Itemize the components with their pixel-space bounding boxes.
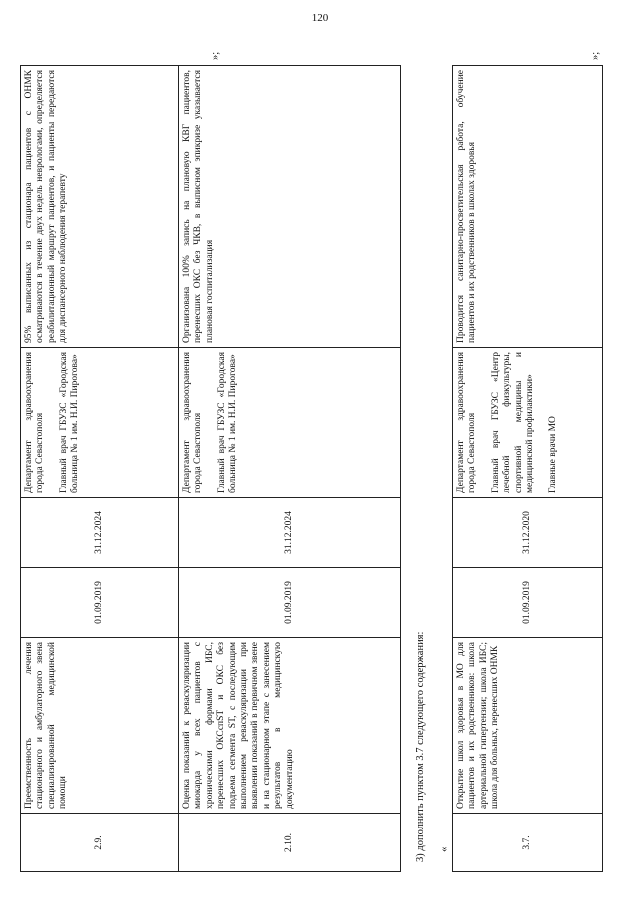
result-cell: 95% выписанных из стационара пациентов с ОНМК осматриваются в течение двух недель неврологами, определяется реабилитационный маршрут пациентов, и пациенты передаются для диспансерного наблюдения терапевту [21,66,179,348]
result-cell: Проводится санитарно-просветительская работа, обучение пациентов и их родственников в школах здоровья [453,66,603,348]
page-number: 120 [311,12,329,24]
responsible-line: Главный врач ГБУЗС «Центр лечебной физкультуры, спортивной медицины и медицинской профилактики» [490,352,535,493]
row-number: 2.9. [21,814,179,872]
event-cell: Оценка показаний к реваскуляризации миокарда у всех пациентов с хроническими формами ИБС, перенесших ОКСспST и ОКС без подъема сегмента ST, с последующим выполнением реваскуляризации при выявлении показаний в первичном звене и на стационарном этапе с занесением результатов в медицинскую документацию [179,638,401,814]
end-date: 31.12.2024 [179,498,401,568]
start-date: 01.09.2019 [453,568,603,638]
responsible-cell [179,348,401,498]
table-row [21,66,179,872]
event-cell: Преемственность лечения стационарного и амбулаторного звена специализированной медицинской помощи [21,638,179,814]
end-date: 31.12.2024 [21,498,179,568]
result-cell: Организована 100% запись на плановую КВГ пациентов, перенесших ОКС без ЧКВ, в выписном эпикризе указывается плановая госпитализация [179,66,401,348]
responsible-line: Департамент здравоохранения города Севастополя [24,352,46,493]
closing-quote: »; [590,51,601,60]
event-cell: Открытие школ здоровья в МО для пациентов и их родственников: школа артериальной гипертензии; школа ИБС; школа для больных, перенесших ОНМК [453,638,603,814]
responsible-line: Департамент здравоохранения города Севастополя [456,352,478,493]
row-number: 2.10. [179,814,401,872]
measures-table-top [20,65,401,872]
responsible-cell [453,348,603,498]
rotated-page-content [20,42,620,872]
start-date: 01.09.2019 [179,568,401,638]
amendment-text: 3) дополнить пунктом 3.7 следующего содержания: [415,631,426,862]
row-number: 3.7. [453,814,603,872]
table-row [453,66,603,872]
start-date: 01.09.2019 [21,568,179,638]
responsible-line: Главный врач ГБУЗС «Городская больница № 1 им. Н.И. Пирогова» [216,352,239,493]
responsible-line: Главные врачи МО [548,416,559,493]
end-date: 31.12.2020 [453,498,603,568]
closing-quote: »; [210,51,221,60]
opening-quote: « [438,846,450,852]
responsible-line: Главный врач ГБУЗС «Городская больница № 1 им. Н.И. Пирогова» [58,352,81,493]
responsible-line: Департамент здравоохранения города Севастополя [182,352,204,493]
measures-table-bottom [452,65,603,872]
table-row [179,66,401,872]
responsible-cell [21,348,179,498]
